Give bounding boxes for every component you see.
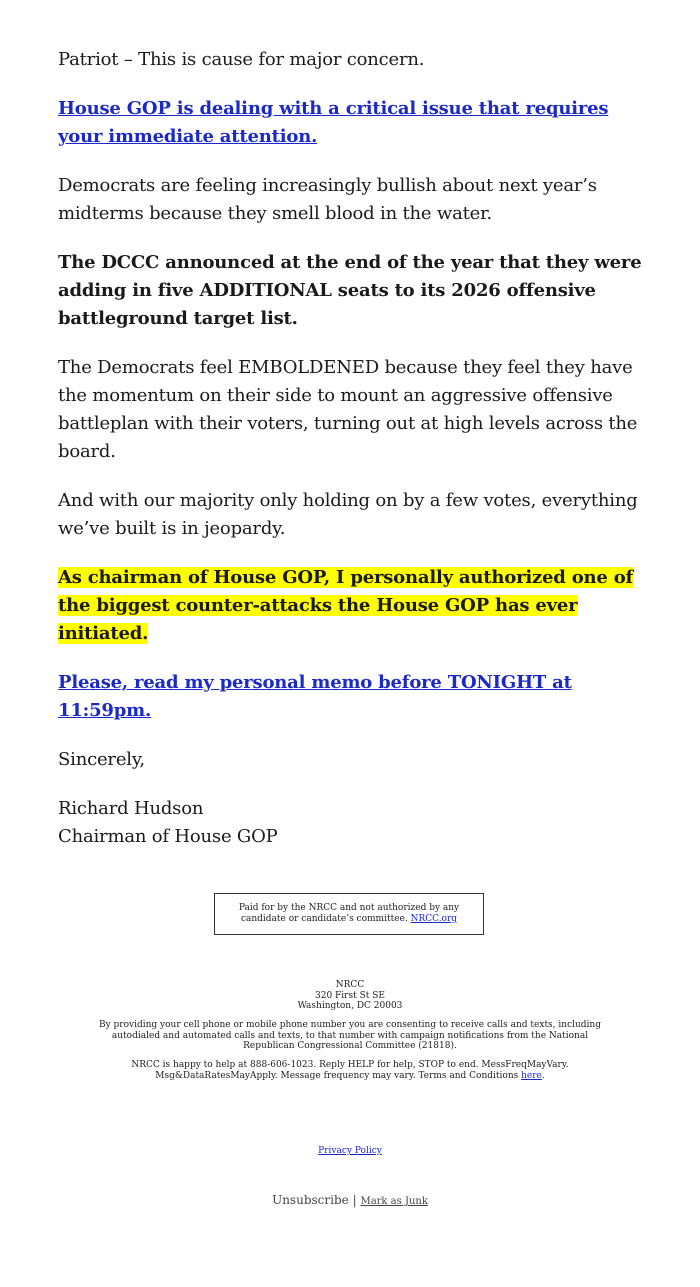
- email-body: [58, 46, 648, 872]
- consent-notice: By providing your cell phone or mobile phone number you are consenting to receive calls and texts, including autodialed and automated calls and texts, to that number with campaign notifications from the National Republican Congressional Committee (21818).: [98, 1020, 601, 1051]
- help-end: .: [541, 1070, 545, 1081]
- disclaimer-text: Paid for by the NRCC and not authorized by any candidate or candidate’s committee.: [238, 903, 460, 924]
- mark-as-junk-link[interactable]: Mark as Junk: [360, 1196, 428, 1207]
- paid-for-disclaimer: [214, 893, 484, 935]
- privacy-policy-link[interactable]: Privacy Policy: [318, 1146, 382, 1156]
- highlighted-statement: As chairman of House GOP, I personally authorized one of the biggest counter-attacks the House GOP has ever initiated.: [58, 567, 634, 644]
- org-name: NRCC: [335, 980, 365, 990]
- closing: Sincerely,: [58, 749, 145, 770]
- terms-link[interactable]: here: [521, 1070, 542, 1081]
- help-notice: [90, 1060, 610, 1081]
- nrcc-link[interactable]: NRCC.org: [410, 914, 458, 924]
- paragraph-majority: And with our majority only holding on by a few votes, everything we’ve built is in jeopardy.: [58, 490, 638, 539]
- unsubscribe-link[interactable]: Unsubscribe: [272, 1193, 349, 1207]
- paragraph-dccc: The DCCC announced at the end of the year that they were adding in five ADDITIONAL seats to its 2026 offensive battleground target list.: [58, 252, 642, 329]
- help-text: NRCC is happy to help at 888-606-1023. Reply HELP for help, STOP to end. MessFreqMayVary. Msg&DataRatesMayApply. Message frequency may vary. Terms and Conditions: [131, 1060, 569, 1081]
- privacy-section: [90, 1146, 610, 1157]
- greeting: Patriot – This is cause for major concern.: [58, 49, 425, 70]
- unsubscribe-bar: [0, 1193, 700, 1207]
- signer-name: Richard Hudson: [58, 798, 204, 819]
- separator: |: [352, 1193, 357, 1207]
- footer-address: [90, 980, 610, 1012]
- issue-link[interactable]: House GOP is dealing with a critical issue that requires your immediate attention.: [58, 98, 609, 147]
- city-address: Washington, DC 20003: [297, 1001, 403, 1011]
- signer-title: Chairman of House GOP: [58, 826, 278, 847]
- street-address: 320 First St SE: [315, 990, 385, 1001]
- paragraph-emboldened: The Democrats feel EMBOLDENED because they feel they have the momentum on their side to mount an aggressive offensive battleplan with their voters, turning out at high levels across the board.: [58, 357, 638, 462]
- signature: [58, 746, 648, 851]
- paragraph-midterms: Democrats are feeling increasingly bullish about next year’s midterms because they smell blood in the water.: [58, 175, 597, 224]
- memo-link[interactable]: Please, read my personal memo before TONIGHT at 11:59pm.: [58, 672, 572, 721]
